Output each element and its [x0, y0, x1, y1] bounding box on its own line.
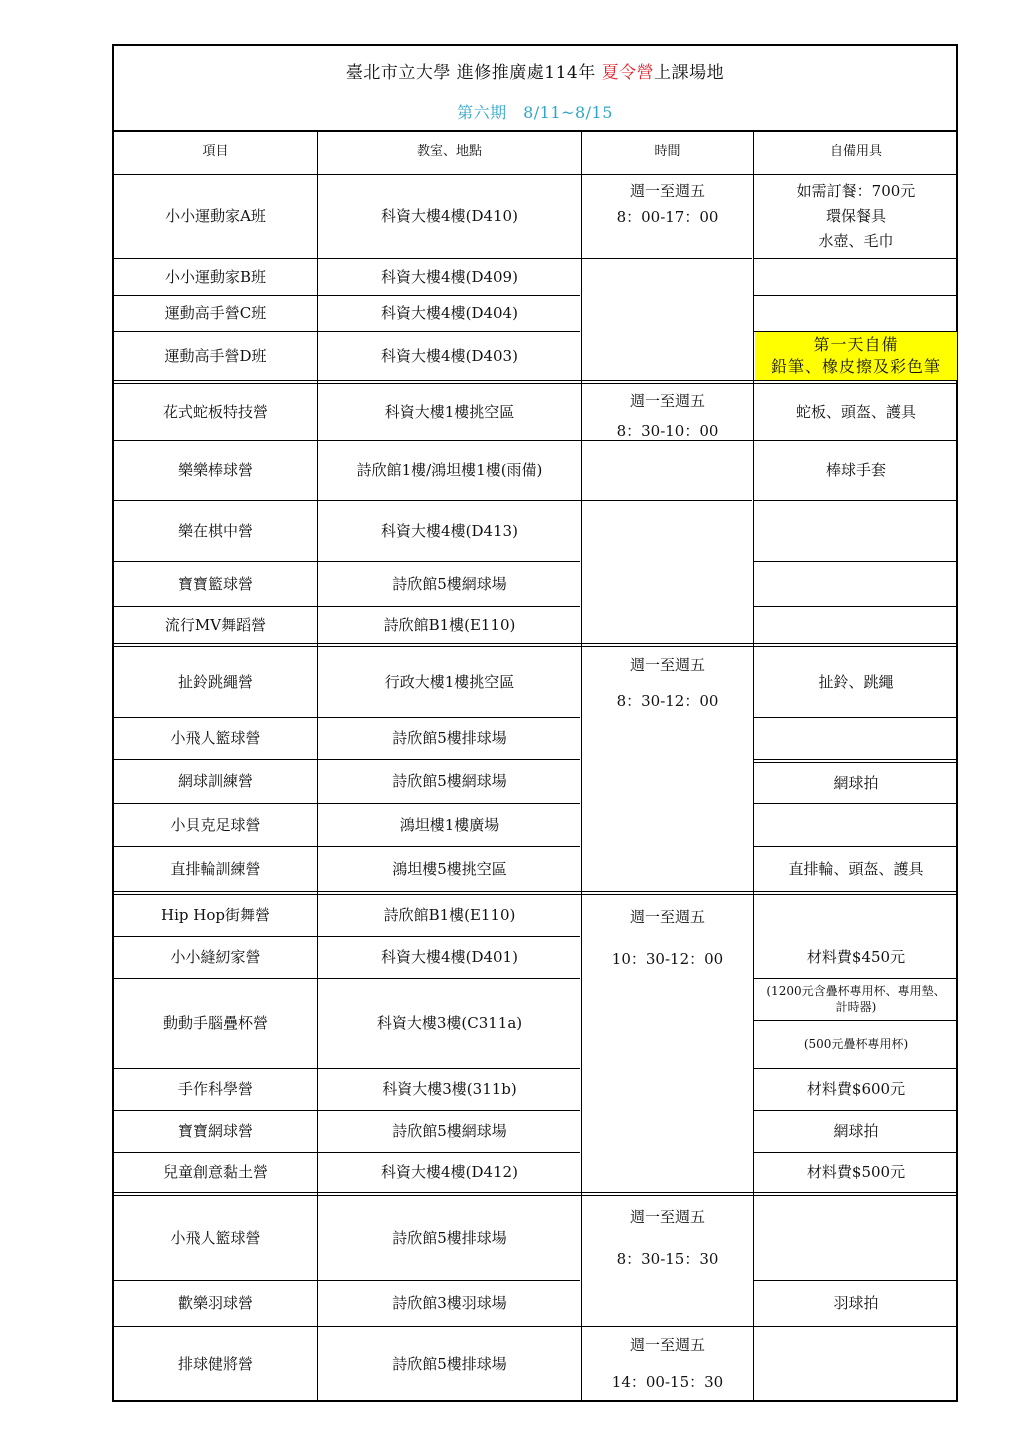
column-header: 教室、地點	[416, 144, 482, 160]
item-cell: 運動高手營C班	[164, 304, 267, 323]
item-cell: 運動高手營D班	[164, 346, 267, 365]
schedule-sheet	[112, 44, 958, 1402]
supplies-cell: (500元疊杯專用杯)	[803, 1036, 909, 1051]
location-cell: 詩欣館5樓排球場	[392, 1355, 507, 1374]
column-header: 自備用具	[829, 144, 882, 160]
time-days: 週一至週五	[629, 655, 705, 674]
supplies-cell: 羽球拍	[833, 1294, 879, 1313]
supplies-cell: (1200元含疊杯專用杯、專用墊、計時器)	[766, 983, 946, 1014]
item-cell: 樂樂棒球營	[177, 461, 253, 480]
item-cell: 小飛人籃球營	[170, 1228, 261, 1247]
location-cell: 鴻坦樓5樓挑空區	[392, 859, 507, 878]
page-title	[114, 58, 956, 83]
row-divider	[754, 258, 956, 259]
location-cell: 科資大樓3樓(C311a)	[376, 1014, 523, 1033]
location-cell: 鴻坦樓1樓廣場	[399, 815, 500, 834]
location-cell: 科資大樓4樓(D401)	[381, 948, 518, 967]
title-summer-camp: 夏令營	[601, 63, 655, 83]
supplies-cell: 網球拍	[833, 1122, 879, 1141]
location-cell: 詩欣館B1樓(E110)	[383, 615, 516, 634]
location-cell: 科資大樓4樓(D404)	[381, 304, 518, 323]
time-hours: 8：30-15：30	[616, 1249, 719, 1268]
item-cell: 花式蛇板特技營	[162, 402, 268, 421]
supplies-line: 鉛筆、橡皮擦及彩色筆	[770, 357, 941, 376]
item-cell: Hip Hop街舞營	[161, 906, 270, 925]
supplies-cell: 材料費$500元	[806, 1163, 906, 1182]
supplies-cell	[754, 175, 958, 258]
time-hours: 8：30-12：00	[616, 691, 719, 710]
item-cell: 小小運動家B班	[164, 267, 267, 286]
supplies-cell: 扯鈴、跳繩	[818, 672, 894, 691]
supplies-highlight-cell	[755, 332, 957, 380]
supplies-cell: 棒球手套	[825, 461, 886, 480]
supplies-cell: 蛇板、頭盔、護具	[795, 402, 916, 421]
location-cell: 詩欣館B1樓(E110)	[383, 906, 516, 925]
item-cell: 網球訓練營	[177, 772, 253, 791]
time-days: 週一至週五	[629, 1335, 705, 1354]
supplies-line: 水壺、毛巾	[818, 232, 894, 251]
supplies-cell: 材料費$450元	[806, 948, 906, 967]
item-cell: 兒童創意黏土營	[162, 1163, 268, 1182]
row-divider	[754, 295, 956, 296]
item-cell: 樂在棋中營	[177, 521, 253, 540]
time-hours: 14：00-15：30	[611, 1372, 724, 1391]
item-cell: 動動手腦疊杯營	[162, 1014, 268, 1033]
period-label: 第六期 8/11~8/15	[457, 103, 613, 122]
time-days: 週一至週五	[629, 391, 705, 410]
time-days: 週一至週五	[629, 181, 705, 200]
location-cell: 科資大樓4樓(D412)	[381, 1163, 518, 1182]
row-divider	[754, 561, 956, 562]
supplies-cell: 網球拍	[833, 774, 879, 793]
location-cell: 科資大樓4樓(D410)	[381, 207, 518, 226]
item-cell: 直排輪訓練營	[170, 859, 261, 878]
location-cell: 詩欣館5樓網球場	[392, 1122, 507, 1141]
time-days: 週一至週五	[629, 907, 705, 926]
title-prefix: 臺北市立大學 進修推廣處114年	[345, 63, 602, 83]
time-hours: 8：30-10：00	[616, 421, 719, 440]
location-cell: 詩欣館1樓/鴻坦樓1樓(雨備)	[356, 461, 543, 480]
time-days: 週一至週五	[629, 1207, 705, 1226]
location-cell: 科資大樓3樓(311b)	[382, 1080, 517, 1099]
supplies-line: 環保餐具	[825, 207, 886, 226]
item-cell: 小小運動家A班	[165, 207, 266, 226]
location-cell: 詩欣館3樓羽球場	[392, 1294, 507, 1313]
location-cell: 詩欣館5樓排球場	[392, 1228, 507, 1247]
location-cell: 科資大樓1樓挑空區	[384, 402, 515, 421]
item-cell: 寶寶網球營	[177, 1122, 253, 1141]
item-cell: 排球健將營	[177, 1355, 253, 1374]
supplies-line: 如需訂餐：700元	[796, 182, 916, 201]
item-cell: 手作科學營	[177, 1080, 253, 1099]
item-cell: 小小縫紉家營	[170, 948, 261, 967]
time-hours: 8：00-17：00	[616, 207, 719, 226]
item-cell: 扯鈴跳繩營	[177, 672, 253, 691]
time-hours: 10：30-12：00	[611, 949, 724, 968]
supplies-cell: 材料費$600元	[806, 1080, 906, 1099]
location-cell: 科資大樓4樓(D413)	[381, 521, 518, 540]
column-header: 項目	[202, 144, 229, 160]
row-divider	[754, 500, 956, 501]
row-divider	[754, 759, 956, 763]
title-suffix: 上課場地	[654, 63, 725, 83]
location-cell: 詩欣館5樓網球場	[392, 772, 507, 791]
item-cell: 小飛人籃球營	[170, 729, 261, 748]
location-cell: 詩欣館5樓排球場	[392, 729, 507, 748]
item-cell: 流行MV舞蹈營	[164, 615, 267, 634]
item-cell: 小貝克足球營	[170, 815, 261, 834]
row-divider	[754, 717, 956, 718]
item-cell: 歡樂羽球營	[177, 1294, 253, 1313]
supplies-cell: 直排輪、頭盔、護具	[788, 859, 924, 878]
column-header: 時間	[654, 144, 681, 160]
location-cell: 詩欣館5樓網球場	[392, 574, 507, 593]
location-cell: 科資大樓4樓(D403)	[381, 346, 518, 365]
row-divider	[754, 606, 956, 607]
supplies-line: 第一天自備	[813, 335, 899, 355]
row-divider	[754, 803, 956, 804]
location-cell: 科資大樓4樓(D409)	[381, 267, 518, 286]
item-cell: 寶寶籃球營	[177, 574, 253, 593]
location-cell: 行政大樓1樓挑空區	[384, 672, 515, 691]
